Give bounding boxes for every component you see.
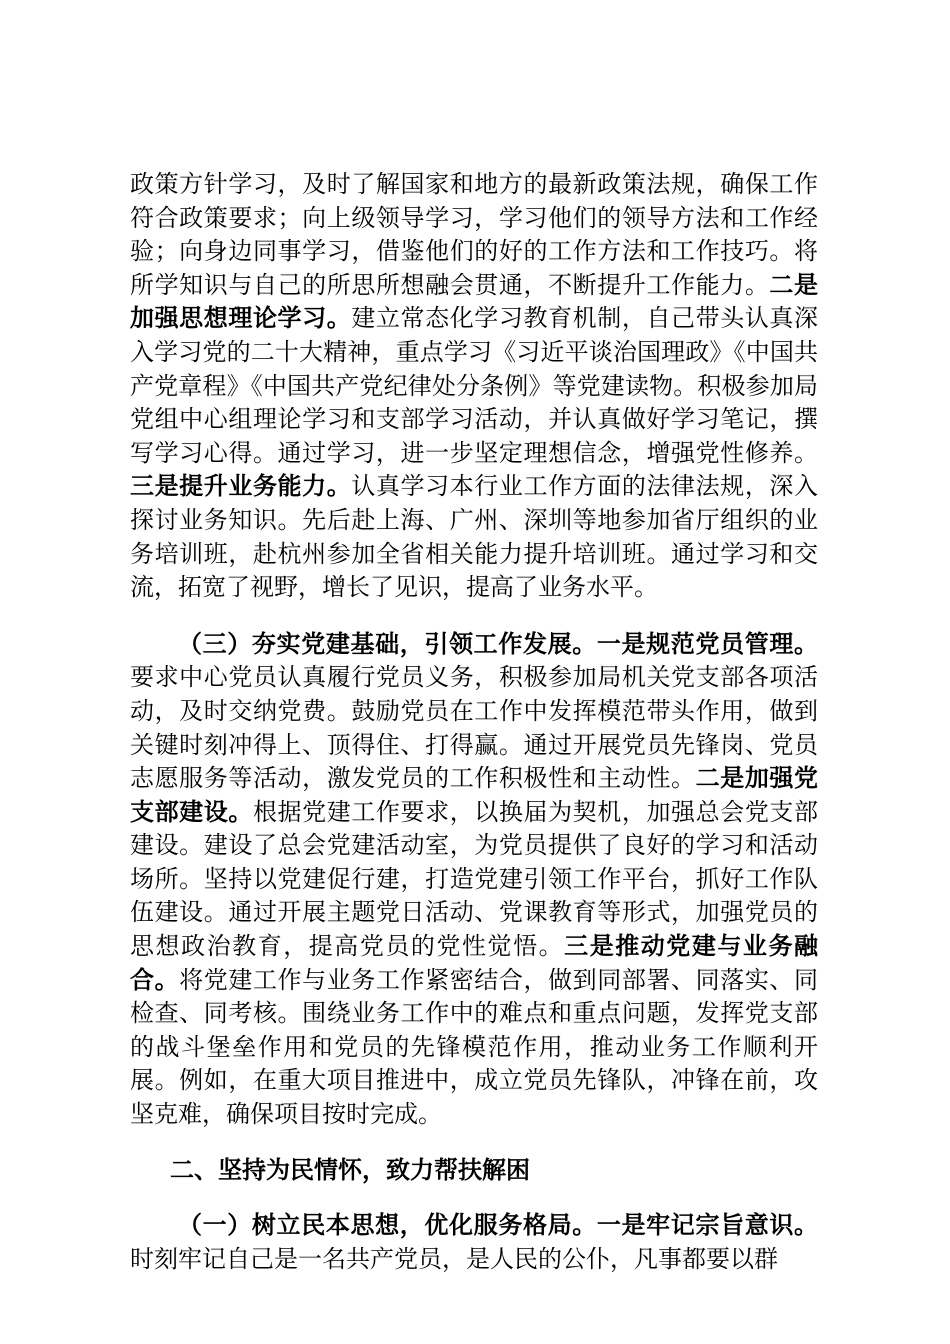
bold-lead-branch-building: 二是加强党支部建设。 (130, 764, 819, 826)
bold-lead-section-3: （三）夯实党建基础，引领工作发展。一是规范党员管理。 (178, 629, 818, 658)
paragraph-people-oriented (130, 1209, 818, 1276)
paragraph-study (130, 168, 818, 605)
paragraph-text: 要求中心党员认真履行党员义务，积极参加局机关党支部各项活动，及时交纳党费。鼓励党员在工作中发挥模范带头作用，做到关键时刻冲得上、顶得住、打得赢。通过开展党员先锋岗、党员志愿服务等活动，激发党员的工作积极性和主动性。 (130, 663, 818, 793)
paragraph-spacer (130, 1132, 818, 1154)
paragraph-spacer (130, 605, 818, 628)
paragraph-text: 认真学习本行业工作方面的法律法规，深入探讨业务知识。先后赴上海、广州、深圳等地参加省厅组织的业务培训班，赴杭州参加全省相关能力提升培训班。通过学习和交流，拓宽了视野，增长了见识，提高了业务水平。 (130, 472, 819, 602)
bold-lead-integration: 三是推动党建与业务融合。 (130, 932, 819, 994)
paragraph-spacer (130, 1187, 818, 1209)
paragraph-text: 根据党建工作要求，以换届为契机，加强总会党支部建设。建设了总会党建活动室，为党员提供了良好的学习和活动场所。坚持以党建促行建，打造党建引领工作平台，抓好工作队伍建设。通过开展主题党日活动、党课教育等形式，加强党员的思想政治教育，提高党员的党性觉悟。 (130, 797, 819, 961)
paragraph-party-building (130, 628, 818, 1132)
paragraph-text: 建立常态化学习教育机制，自己带头认真深入学习党的二十大精神，重点学习《习近平谈治国理政》《中国共产党章程》《中国共产党纪律处分条例》等党建读物。积极参加局党组中心组理论学习和支部学习活动，并认真做好学习笔记，撰写学习心得。通过学习，进一步坚定理想信念，增强党性修养。 (130, 304, 819, 467)
paragraph-text: 将党建工作与业务工作紧密结合，做到同部署、同落实、同检查、同考核。围绕业务工作中的难点和重点问题，发挥党支部的战斗堡垒作用和党员的先锋模范作用，推动业务工作顺利开展。例如，在重大项目推进中，成立党员先锋队，冲锋在前，攻坚克难，确保项目按时完成。 (130, 965, 819, 1129)
document-body (130, 168, 818, 1276)
bold-lead-theory-study: 二是加强思想理论学习。 (130, 270, 818, 333)
paragraph-text: 政策方针学习，及时了解国家和地方的最新政策法规，确保工作符合政策要求；向上级领导学习，学习他们的领导方法和工作经验；向身边同事学习，借鉴他们的好的工作方法和工作技巧。将所学知识与自己的所思所想融会贯通，不断提升工作能力。 (130, 170, 818, 299)
bold-lead-business-ability: 三是提升业务能力。 (130, 472, 352, 501)
section-heading: 二、坚持为民情怀，致力帮扶解困 (170, 1155, 530, 1184)
paragraph-text: 时刻牢记自己是一名共产党员，是人民的公仆，凡事都要以群 (130, 1244, 778, 1273)
bold-lead-section-1: （一）树立民本思想，优化服务格局。一是牢记宗旨意识。 (178, 1211, 818, 1240)
